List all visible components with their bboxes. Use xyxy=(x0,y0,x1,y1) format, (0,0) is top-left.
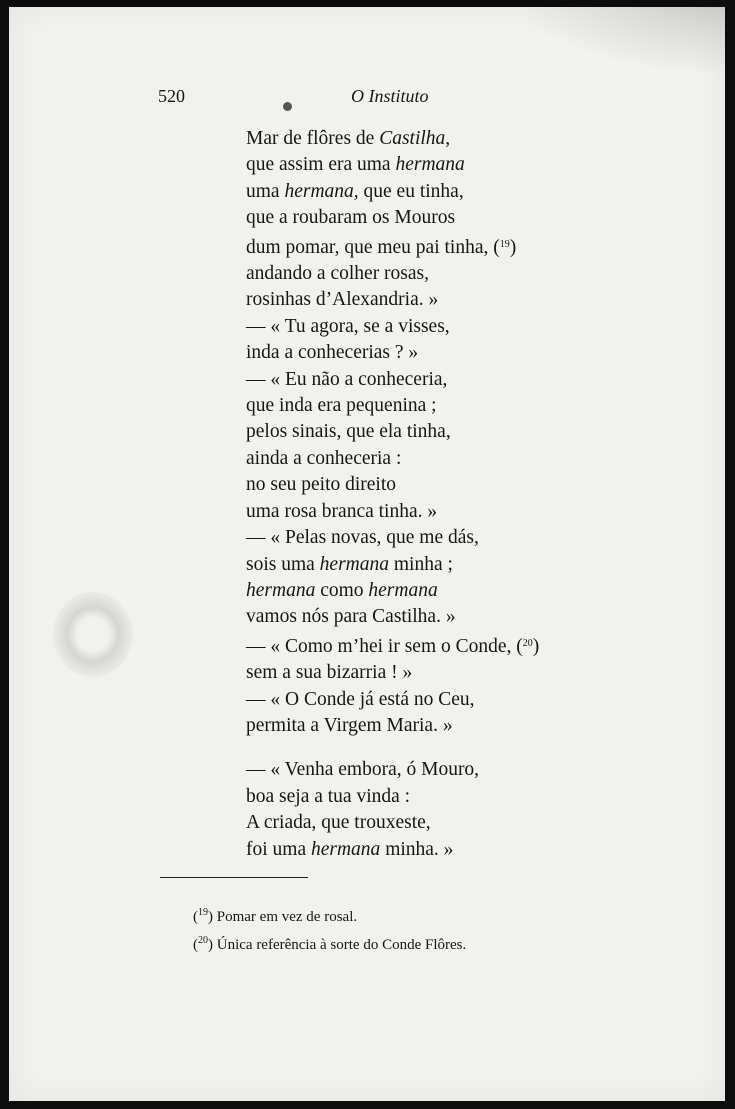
poem-text: A criada, que trouxeste, xyxy=(246,812,431,834)
poem-line xyxy=(246,419,606,445)
poem-line xyxy=(246,784,606,810)
poem-text: — « Venha embora, ó Mouro, xyxy=(246,759,480,781)
poem-text: como xyxy=(315,579,369,601)
poem-text: — « Pelas novas, que me dás, xyxy=(246,527,479,549)
poem-line xyxy=(246,578,606,604)
poem-line xyxy=(246,631,606,660)
footnote-separator xyxy=(160,877,308,878)
paper-stain xyxy=(53,592,133,677)
page-number: 520 xyxy=(158,86,185,106)
scan-shadow xyxy=(515,7,725,77)
poem-line xyxy=(246,314,606,340)
poem-line xyxy=(246,499,606,525)
poem-text: boa seja a tua vinda : xyxy=(246,785,411,807)
poem-text: foi uma xyxy=(246,838,311,860)
poem-line xyxy=(246,604,606,630)
poem-line xyxy=(246,660,606,686)
poem-text: — « Eu não a conheceria, xyxy=(246,368,448,390)
poem-line xyxy=(246,261,606,287)
poem-line xyxy=(246,287,606,313)
footnote-ref: 19 xyxy=(499,238,510,250)
poem-line xyxy=(246,152,606,178)
poem-text: hermana, xyxy=(284,180,359,202)
poem-line xyxy=(246,340,606,366)
poem-text: sem a sua bizarria ! » xyxy=(246,662,413,684)
poem-text: ) xyxy=(532,635,540,657)
poem-text: no seu peito direito xyxy=(246,474,397,496)
poem-text: dum pomar, que meu pai tinha, ( xyxy=(246,236,500,258)
poem-text: — « Como m’hei ir sem o Conde, ( xyxy=(246,635,523,657)
poem-line xyxy=(246,552,606,578)
footnote-ref: 20 xyxy=(522,637,533,649)
poem-text: hermana xyxy=(310,838,381,860)
poem-line xyxy=(246,179,606,205)
poem-line xyxy=(246,367,606,393)
poem-line xyxy=(246,757,606,783)
poem-body xyxy=(246,126,606,863)
ink-mark xyxy=(283,102,292,111)
poem-line xyxy=(246,713,606,739)
footnotes xyxy=(193,901,613,957)
poem-text: ) xyxy=(509,236,517,258)
poem-line xyxy=(246,205,606,231)
poem-text: hermana xyxy=(246,579,316,601)
poem-line xyxy=(246,525,606,551)
poem-text: que eu tinha, xyxy=(358,180,464,202)
poem-text: andando a colher rosas, xyxy=(246,263,430,285)
poem-text: Castilha, xyxy=(379,128,451,149)
poem-text: que a roubaram os Mouros xyxy=(246,207,456,229)
poem-text: hermana xyxy=(368,579,438,601)
poem-line xyxy=(246,687,606,713)
poem-text: sois uma xyxy=(246,553,320,575)
poem-text: Mar de flôres de xyxy=(246,128,380,149)
poem-line xyxy=(246,126,606,152)
poem-text: que inda era pequenina ; xyxy=(246,395,437,417)
footnote: ($^{19}$) Pomar em vez de rosal. xyxy=(193,907,358,925)
poem-text: inda a conhecerias ? » xyxy=(246,342,419,364)
poem-text: — « O Conde já está no Ceu, xyxy=(246,688,475,710)
poem-text: permita a Virgem Maria. » xyxy=(246,714,453,736)
footnote: ($^{20}$) Única referência à sorte do Conde Flôres. xyxy=(193,935,467,953)
poem-text: uma rosa branca tinha. » xyxy=(246,500,438,522)
running-title: O Instituto xyxy=(351,86,429,106)
poem-line xyxy=(246,810,606,836)
poem-text: vamos nós para Castilha. » xyxy=(246,606,456,628)
poem-text: uma xyxy=(246,180,285,202)
poem-text: que assim era uma xyxy=(246,154,396,176)
poem-text: minha. » xyxy=(380,838,454,860)
poem-text: minha ; xyxy=(389,553,453,575)
poem-line xyxy=(246,446,606,472)
poem-text: hermana xyxy=(395,154,465,176)
poem-text: pelos sinais, que ela tinha, xyxy=(246,421,451,443)
poem-text: rosinhas d’Alexandria. » xyxy=(246,289,439,311)
poem-line xyxy=(246,472,606,498)
poem-line xyxy=(246,837,606,863)
poem-line xyxy=(246,232,606,261)
poem-text: hermana xyxy=(319,553,389,575)
page-header xyxy=(9,80,725,110)
book-page xyxy=(9,7,725,1101)
poem-line xyxy=(246,393,606,419)
stanza-gap xyxy=(246,739,606,757)
poem-text: ainda a conheceria : xyxy=(246,447,402,469)
poem-text: — « Tu agora, se a visses, xyxy=(246,315,450,337)
